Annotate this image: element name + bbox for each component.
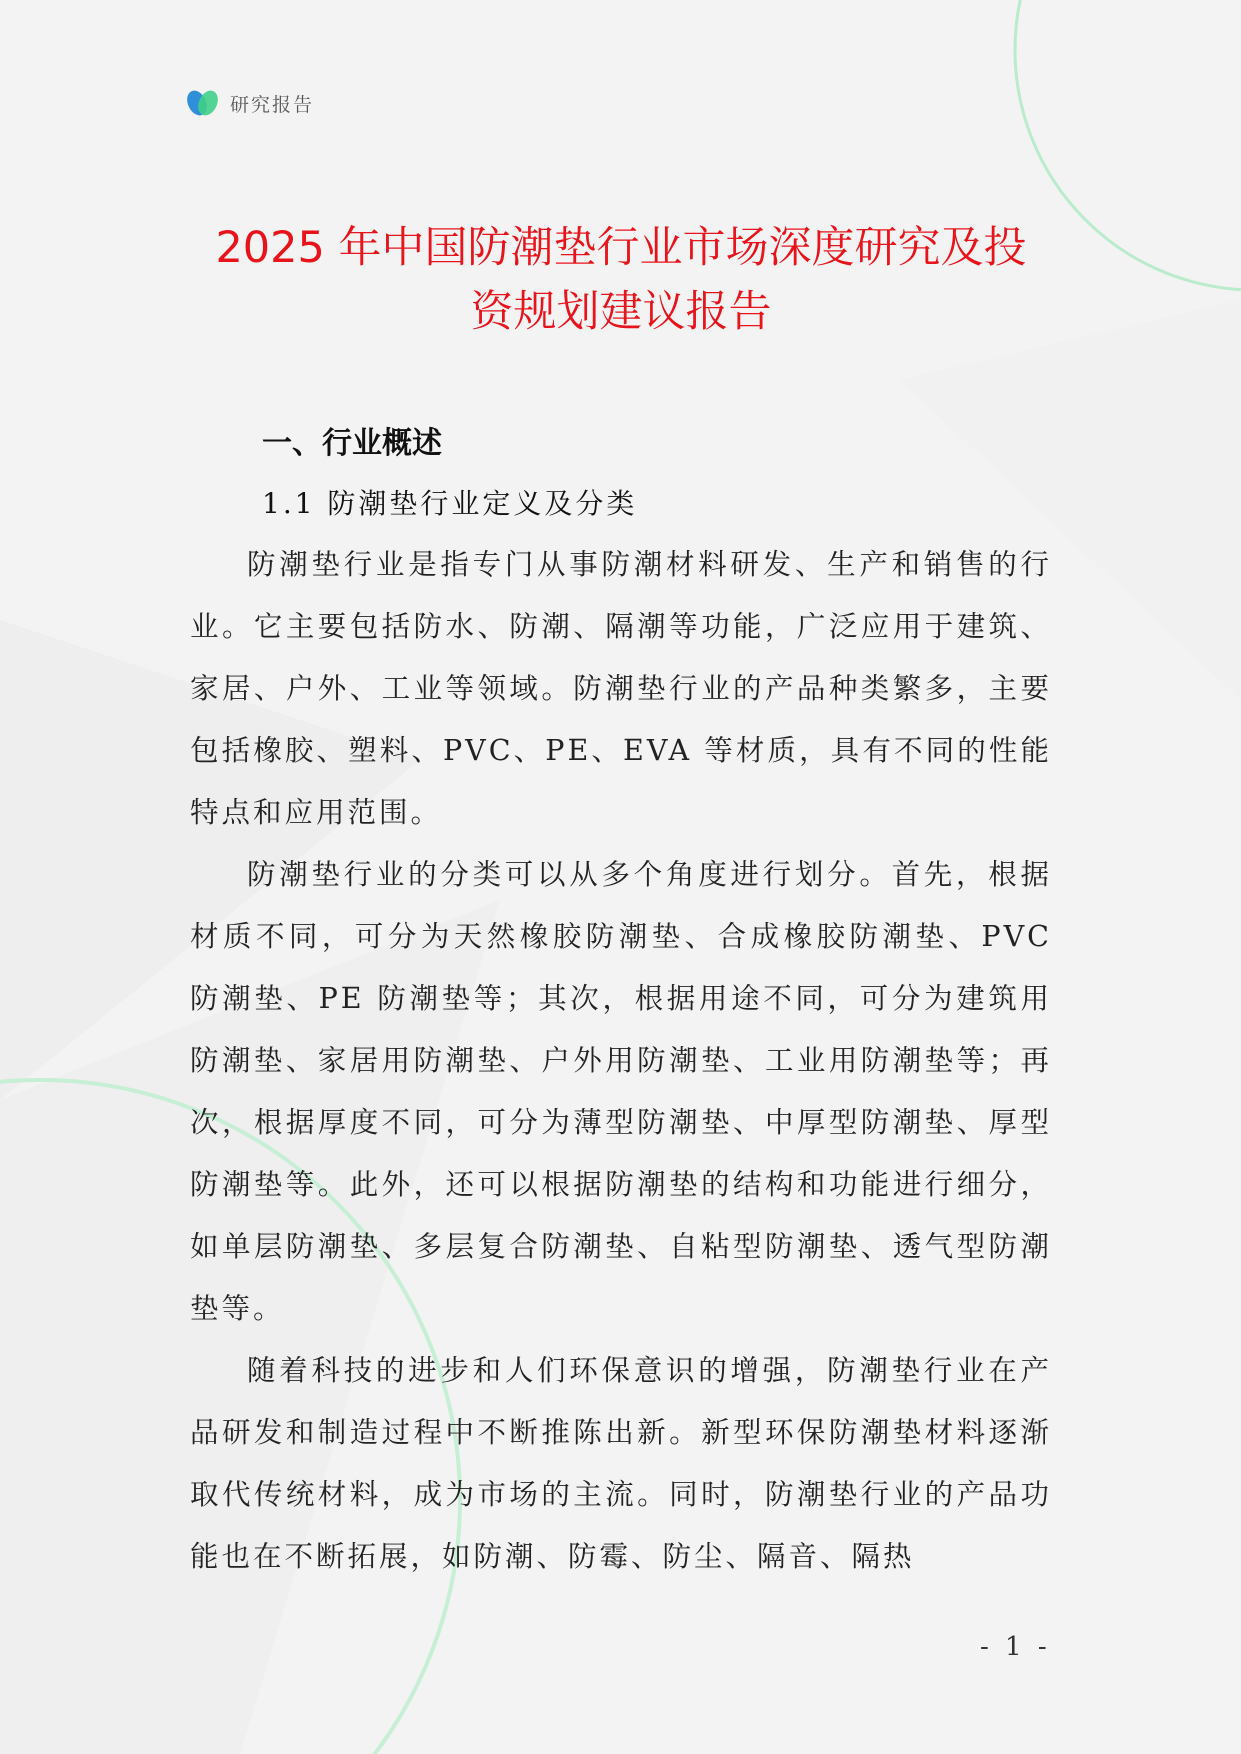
report-brand bbox=[186, 88, 314, 118]
report-title-line-2: 资规划建议报告 bbox=[470, 287, 772, 337]
brand-label: 研究报告 bbox=[230, 93, 315, 116]
paragraph: 随着科技的进步和人们环保意识的增强，防潮垫行业在产品研发和制造过程中不断推陈出新。新型环保防潮垫材料逐渐取代传统材料，成为市场的主流。同时，防潮垫行业的产品功能也在不断拓展，如防潮、防霉、防尘、隔音、隔热 bbox=[190, 1354, 1052, 1573]
report-title-line-1: 2025 年中国防潮垫行业市场深度研究及投 bbox=[215, 223, 1027, 273]
page-number: - 1 - bbox=[980, 1632, 1051, 1662]
leaf-logo-icon bbox=[186, 88, 220, 118]
report-title bbox=[186, 216, 1056, 344]
section-heading: 一、行业概述 bbox=[262, 426, 442, 461]
paragraph: 防潮垫行业的分类可以从多个角度进行划分。首先，根据材质不同，可分为天然橡胶防潮垫、合成橡胶防潮垫、PVC 防潮垫、PE 防潮垫等；其次，根据用途不同，可分为建筑用防潮垫、家居用防潮垫、户外用防潮垫、工业用防潮垫等；再次，根据厚度不同，可分为薄型防潮垫、中厚型防潮垫、厚型防潮垫等。此外，还可以根据防潮垫的结构和功能进行细分，如单层防潮垫、多层复合防潮垫、自粘型防潮垫、透气型防潮垫等。 bbox=[190, 858, 1052, 1325]
subsection-heading: 1.1 防潮垫行业定义及分类 bbox=[262, 487, 638, 520]
body-text bbox=[190, 534, 1052, 1588]
paragraph: 防潮垫行业是指专门从事防潮材料研发、生产和销售的行业。它主要包括防水、防潮、隔潮等功能，广泛应用于建筑、家居、户外、工业等领域。防潮垫行业的产品种类繁多，主要包括橡胶、塑料、PVC、PE、EVA 等材质，具有不同的性能特点和应用范围。 bbox=[190, 548, 1052, 829]
